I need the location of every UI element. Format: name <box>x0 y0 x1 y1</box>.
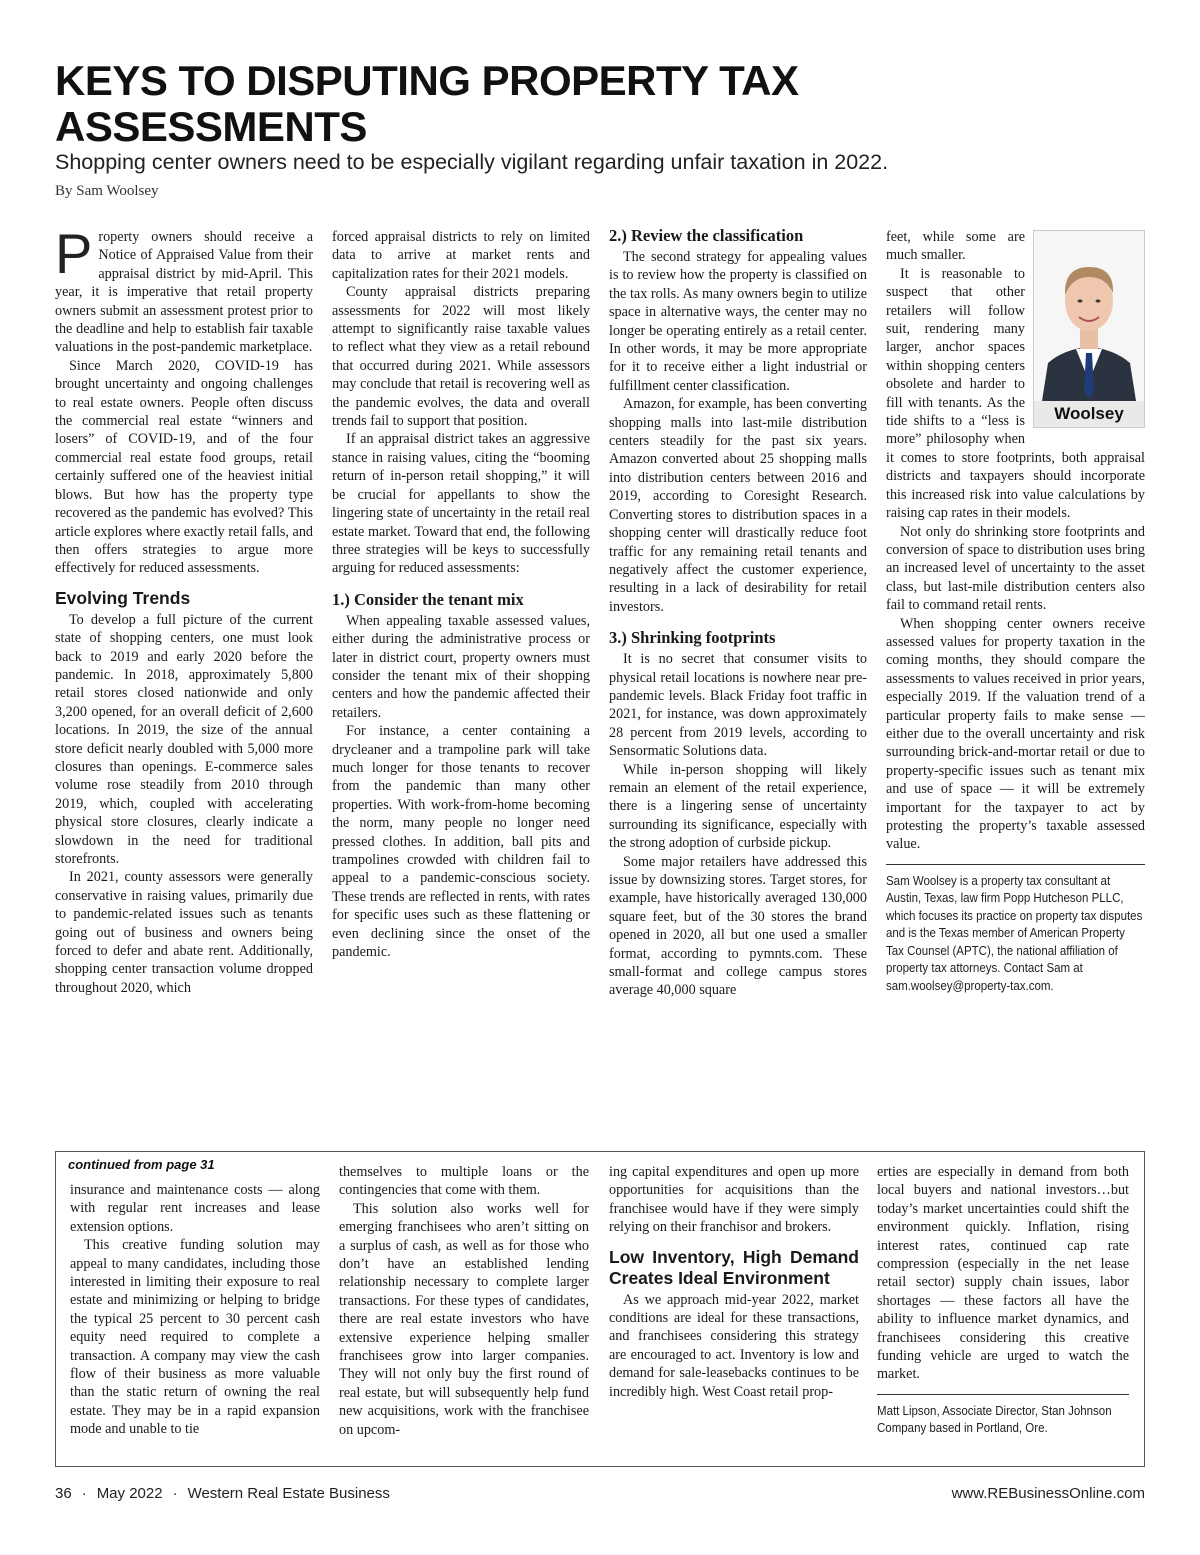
continued-label: continued from page 31 <box>68 1157 215 1172</box>
paragraph: County appraisal districts preparing assessments for 2022 will most likely attempt to significantly raise taxable values to reflect what they view as a retail rebound that occurred during 2021. While assessors may conclude that retail is recovering well as the pandemic evolves, the data and overall trends fail to support that position. <box>332 284 590 430</box>
paragraph: This creative funding solution may appeal to many candidates, including those interested in limiting their exposure to real estate and minimizing or helping to bridge the typical 25 percent to 30 percent cash equity need required to complete a transaction. A company may view the cash flow of their business as more valuable than the static return of owning the real estate. They may be in a rapid expansion mode and unable to tie <box>70 1237 320 1438</box>
photo-caption: Woolsey <box>1034 401 1144 427</box>
byline: By Sam Woolsey <box>55 183 159 199</box>
paragraph: The second strategy for appealing values is to review how the property is classified on the tax rolls. As many owners begin to utilize space in alternative ways, the center may no longer be operating entirely as a retail center. In other words, it may be more appropriate for it to receive either a light industrial or fulfillment center classification. <box>609 249 867 394</box>
article-column-3 <box>609 226 867 1000</box>
paragraph: As we approach mid-year 2022, market conditions are ideal for these transactions, and franchisees considering this strategy are encouraged to act. Inventory is low and demand for sale-leasebacks continues to be incredibly high. West Coast retail prop- <box>609 1291 859 1400</box>
section-heading-low-inventory: Low Inventory, High Demand Creates Ideal Environment <box>609 1246 859 1288</box>
paragraph: Since March 2020, COVID-19 has brought uncertainty and ongoing challenges to real estate owners. People often discuss the commercial real estate “winners and losers” of COVID-19, and of the four commercial real estate food groups, retail certainly suffered one of the heaviest initial blows. But how has the property type recovered as the pandemic has evolved? This article explores where exactly retail falls, and then offers strategies to argue more effectively for reduced assessments. <box>55 357 314 577</box>
paragraph: When appealing taxable assessed values, either during the administrative process or later in district court, property owners must consider the tenant mix of their shopping centers and how the pandemic affected their retailers. <box>332 612 590 721</box>
paragraph: Property owners should receive a Notice of Appraised Value from their appraisal district by mid-April. This year, it is imperative that retail property owners submit an assessment protest prior to the deadline and help to establish fair taxable valuations in the post-pandemic marketplace. <box>55 222 313 356</box>
continued-column-3 <box>609 1163 859 1401</box>
author-bio: Matt Lipson, Associate Director, Stan Johnson Company based in Portland, Ore. <box>877 1403 1112 1436</box>
author-bio: Sam Woolsey is a property tax consultant at Austin, Texas, law firm Popp Hutcheson PLLC, which focuses its practice on property tax disputes and is the Texas member of American Property Tax Counsel (APTC), the national affiliation of property tax attorneys. Contact Sam at sam.woolsey@property-tax.com. <box>886 873 1143 993</box>
footer-left <box>55 1485 390 1502</box>
paragraph: When shopping center owners receive assessed values for property taxation in the coming months, they should compare the assessments to values received in prior years, especially 2019. If the valuation trend of a particular property fails to make sense — either due to the overall uncertainty and risk surrounding brick-and-mortar retail or due to property-specific issues such as tenant mix and use of space — it will be extremely important for the taxpayer to act by protesting the property’s taxable assessed value. <box>886 615 1145 853</box>
paragraph: Amazon, for example, has been converting shopping malls into last-mile distribution centers steadily for the past six years. Amazon converted about 25 shopping malls into distribution centers between 2016 and 2019, according to Coresight Research. Converting stores to distribution spaces in a shopping center will drastically reduce foot traffic for any remaining retail tenants and negatively affect the customer experience, resulting in a lack of desirability for retail investors. <box>609 396 867 615</box>
paragraph: forced appraisal districts to rely on limited data to arrive at market rents and capitalization rates for their 2021 models. <box>332 229 590 282</box>
separator-dot: · <box>172 1485 178 1502</box>
page-number: 36 <box>55 1485 72 1502</box>
article-title: KEYS TO DISPUTING PROPERTY TAX ASSESSMENTS <box>55 57 799 150</box>
author-portrait-image <box>1034 231 1144 401</box>
paragraph: ing capital expenditures and open up more opportunities for acquisitions than the franchisee would have if they were simply relying on their franchisor and brokers. <box>609 1164 859 1236</box>
paragraph: themselves to multiple loans or the contingencies that come with them. <box>339 1164 589 1199</box>
drop-cap: P <box>55 222 93 285</box>
paragraph: It is reasonable to suspect that other retailers will follow suit, rendering many larger, anchor spaces within shopping centers obsolete and harder to fill with tenants. As the tide shifts to a “less is more” philosophy when it comes to store footprints, both appraisal districts and taxpayers should incorporate this increased risk into value calculations by raising cap rates in their models. <box>886 265 1145 522</box>
footer-url[interactable]: www.REBusinessOnline.com <box>951 1485 1145 1502</box>
section-heading-shrinking-footprints: 3.) Shrinking footprints <box>609 628 776 648</box>
section-heading-evolving-trends: Evolving Trends <box>55 587 191 608</box>
paragraph: insurance and maintenance costs — along with regular rent increases and lease extension options. <box>70 1182 320 1235</box>
paragraph: erties are especially in demand from both local buyers and national investors…but today’s market uncertainties could shift the environment quickly. Inflation, rising interest rates, continued cap rate compression (especially in the net lease retail sector) supply chain issues, labor shortages — these factors all have the ability to influence market dynamics, and franchisees considering this creative funding vehicle are urged to watch the market. <box>877 1164 1129 1383</box>
paragraph: To develop a full picture of the current state of shopping centers, one must look back to 2019 and early 2020 before the pandemic. In 2018, approximately 5,800 retail stores closed nationwide and only 3,200 opened, for an overall deficit of 2,600 locations. In 2019, the size of the annual store deficit nearly doubled with 5,000 more closures than openings. E-commerce sales volume rose steadily from 2010 through 2019, which, coupled with accelerating physical store closures, clearly indicate a slowdown in the need for traditional storefronts. <box>55 611 313 867</box>
paragraph: Not only do shrinking store footprints and conversion of space to distribution uses bring an increased level of uncertainty to the asset class, but last-mile distribution centers also fail to command retail rents. <box>886 523 1145 614</box>
paragraph: This solution also works well for emerging franchisees who aren’t sitting on a surplus of cash, as well as for those who don’t have an established lending relationship necessary to complete larger transactions. For these types of candidates, there are real estate investors who have extensive experience helping smaller franchisees grow into larger companies. They will not only buy the first round of real estate, but will subsequently help fund new acquisitions, work with the franchisee on upcom- <box>339 1200 589 1438</box>
continued-column-2 <box>339 1163 589 1439</box>
paragraph: If an appraisal district takes an aggressive stance in raising values, citing the “booming return of in-person retail shopping,” it will be crucial for appellants to show the lingering state of uncertainty in the retail real estate market. Toward that end, the following three strategies will be keys to successfully arguing for reduced assessments: <box>332 431 590 577</box>
article-column-2 <box>332 228 590 961</box>
continued-column-4 <box>877 1163 1129 1438</box>
issue-date: May 2022 <box>96 1485 163 1502</box>
separator-dot: · <box>81 1485 87 1502</box>
article-subtitle: Shopping center owners need to be especially vigilant regarding unfair taxation in 2022. <box>55 150 889 174</box>
divider <box>877 1394 1129 1395</box>
paragraph: It is no secret that consumer visits to physical retail locations is nowhere near pre-pandemic levels. Black Friday foot traffic in 2021, for instance, was down approximately 28 percent from 2019 levels, according to Sensormatic Solutions data. <box>609 651 867 760</box>
paragraph: For instance, a center containing a drycleaner and a trampoline park will take much longer for those tenants to recover from the pandemic than many other properties. With work-from-home becoming the norm, many people no longer need pressed clothes. In addition, ball pits and trampolines crowded with children fail to appeal to a pandemic-conscious society. These trends are reflected in rents, with rates for specific uses such as these flattening or even declining since the onset of the pandemic. <box>332 723 590 961</box>
paragraph: While in-person shopping will likely remain an element of the retail experience, there is a lingering sense of uncertainty surrounding its significance, especially with the strong adoption of curbside pickup. <box>609 761 867 852</box>
continued-column-1 <box>70 1181 320 1439</box>
paragraph: feet, while some are much smaller. <box>886 229 1025 264</box>
section-heading-tenant-mix: 1.) Consider the tenant mix <box>332 589 524 609</box>
section-heading-classification: 2.) Review the classification <box>609 226 804 245</box>
divider <box>886 864 1145 865</box>
paragraph: In 2021, county assessors were generally conservative in raising values, primarily due to pandemic-related issues such as tenants going out of business and owners being forced to defer and abate rent. Additionally, shopping center transaction volume dropped throughout 2020, which <box>55 869 313 996</box>
paragraph: Some major retailers have addressed this issue by downsizing stores. Target stores, for example, have historically averaged 130,000 square feet, but of the 30 stores the brand opened in 2020, all but one used a smaller format, according to pymnts.com. These small-format and college campus stores average 40,000 square <box>609 853 867 999</box>
article-column-4 <box>886 228 1145 995</box>
publication-name: Western Real Estate Business <box>187 1485 390 1502</box>
author-photo <box>1033 230 1145 428</box>
article-column-1 <box>55 222 314 997</box>
